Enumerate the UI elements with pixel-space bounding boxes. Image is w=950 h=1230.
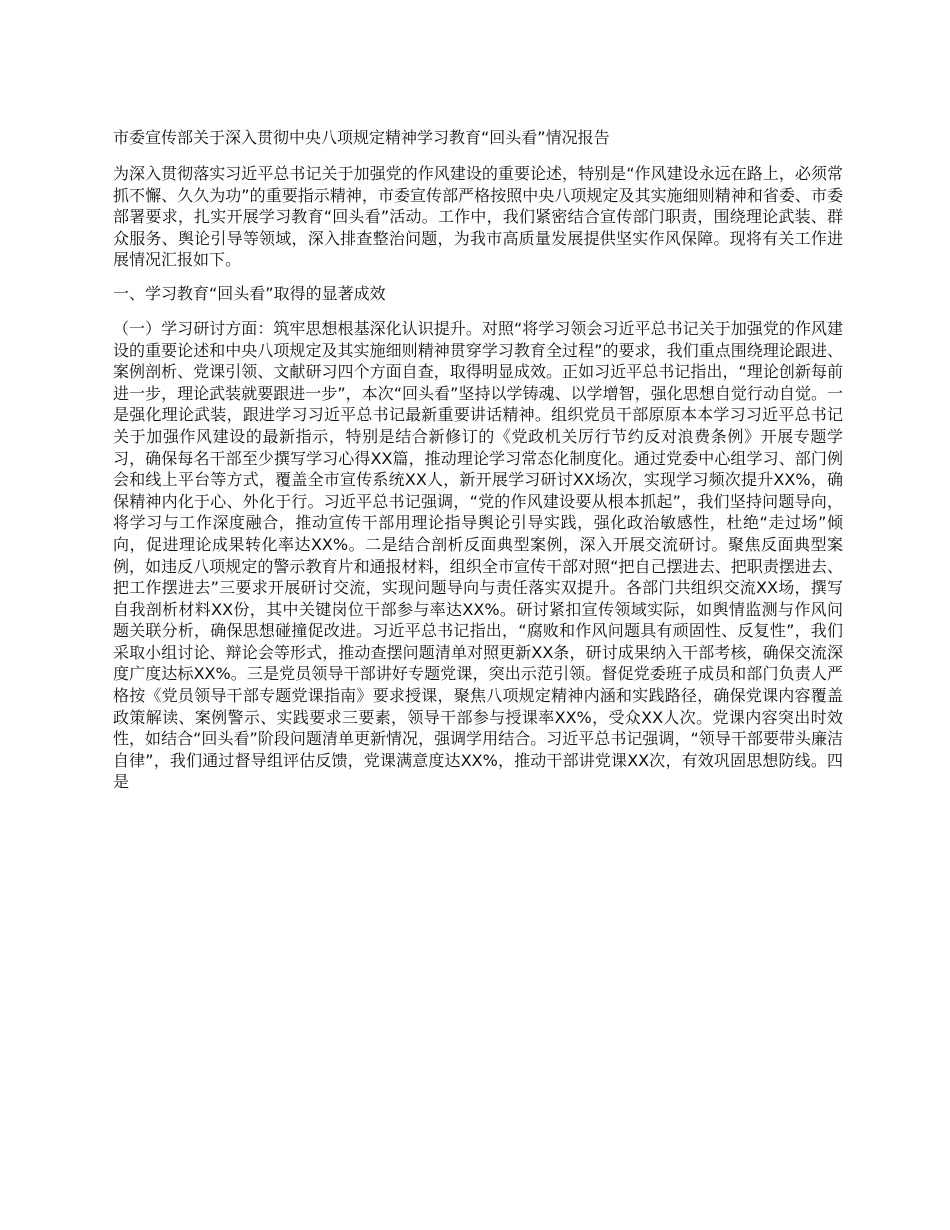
document-body [113,127,843,805]
intro-paragraph: 为深入贯彻落实习近平总书记关于加强党的作风建设的重要论述，特别是“作风建设永远在路上，必须常抓不懈、久久为功”的重要指示精神，市委宣传部严格按照中央八项规定及其实施细则精神和省委、市委部署要求，扎实开展学习教育“回头看”活动。工作中，我们紧密结合宣传部门职责，围绕理论武装、群众服务、舆论引导等领域，深入排查整治问题，为我市高质量发展提供坚实作风保障。现将有关工作进展情况汇报如下。 [113,164,843,270]
section-body-paragraph: （一）学习研讨方面：筑牢思想根基深化认识提升。对照“将学习领会习近平总书记关于加强党的作风建设的重要论述和中央八项规定及其实施细则精神贯穿学习教育全过程”的要求，我们重点围绕理论跟进、案例剖析、党课引领、文献研习四个方面自查，取得明显成效。正如习近平总书记指出，“理论创新每前进一步，理论武装就要跟进一步”，本次“回头看”坚持以学铸魂、以学增智，强化思想自觉行动自觉。一是强化理论武装，跟进学习习近平总书记最新重要讲话精神。组织党员干部原原本本学习习近平总书记关于加强作风建设的最新指示，特别是结合新修订的《党政机关厉行节约反对浪费条例》开展专题学习，确保每名干部至少撰写学习心得XX篇，推动理论学习常态化制度化。通过党委中心组学习、部门例会和线上平台等方式，覆盖全市宣传系统XX人，新开展学习研讨XX场次，实现学习频次提升XX%，确保精神内化于心、外化于行。习近平总书记强调，“党的作风建设要从根本抓起”，我们坚持问题导向，将学习与工作深度融合，推动宣传干部用理论指导舆论引导实践，强化政治敏感性，杜绝“走过场”倾向，促进理论成果转化率达XX%。二是结合剖析反面典型案例，深入开展交流研讨。聚焦反面典型案例，如违反八项规定的警示教育片和通报材料，组织全市宣传干部对照“把自己摆进去、把职责摆进去、把工作摆进去”三要求开展研讨交流，实现问题导向与责任落实双提升。各部门共组织交流XX场，撰写自我剖析材料XX份，其中关键岗位干部参与率达XX%。研讨紧扣宣传领域实际，如舆情监测与作风问题关联分析，确保思想碰撞促改进。习近平总书记指出，“腐败和作风问题具有顽固性、反复性”，我们采取小组讨论、辩论会等形式，推动查摆问题清单对照更新XX条，研讨成果纳入干部考核，确保交流深度广度达标XX%。三是党员领导干部讲好专题党课，突出示范引领。督促党委班子成员和部门负责人严格按《党员领导干部专题党课指南》要求授课，聚焦八项规定精神内涵和实践路径，确保党课内容覆盖政策解读、案例警示、实践要求三要素，领导干部参与授课率XX%，受众XX人次。党课内容突出时效性，如结合“回头看”阶段问题清单更新情况，强调学用结合。习近平总书记强调，“领导干部要带头廉洁自律”，我们通过督导组评估反馈，党课满意度达XX%，推动干部讲党课XX次，有效巩固思想防线。四是 [113,318,843,792]
section-heading: 一、学习教育“回头看”取得的显著成效 [113,283,386,303]
document-title: 市委宣传部关于深入贯彻中央八项规定精神学习教育“回头看”情况报告 [113,128,610,147]
